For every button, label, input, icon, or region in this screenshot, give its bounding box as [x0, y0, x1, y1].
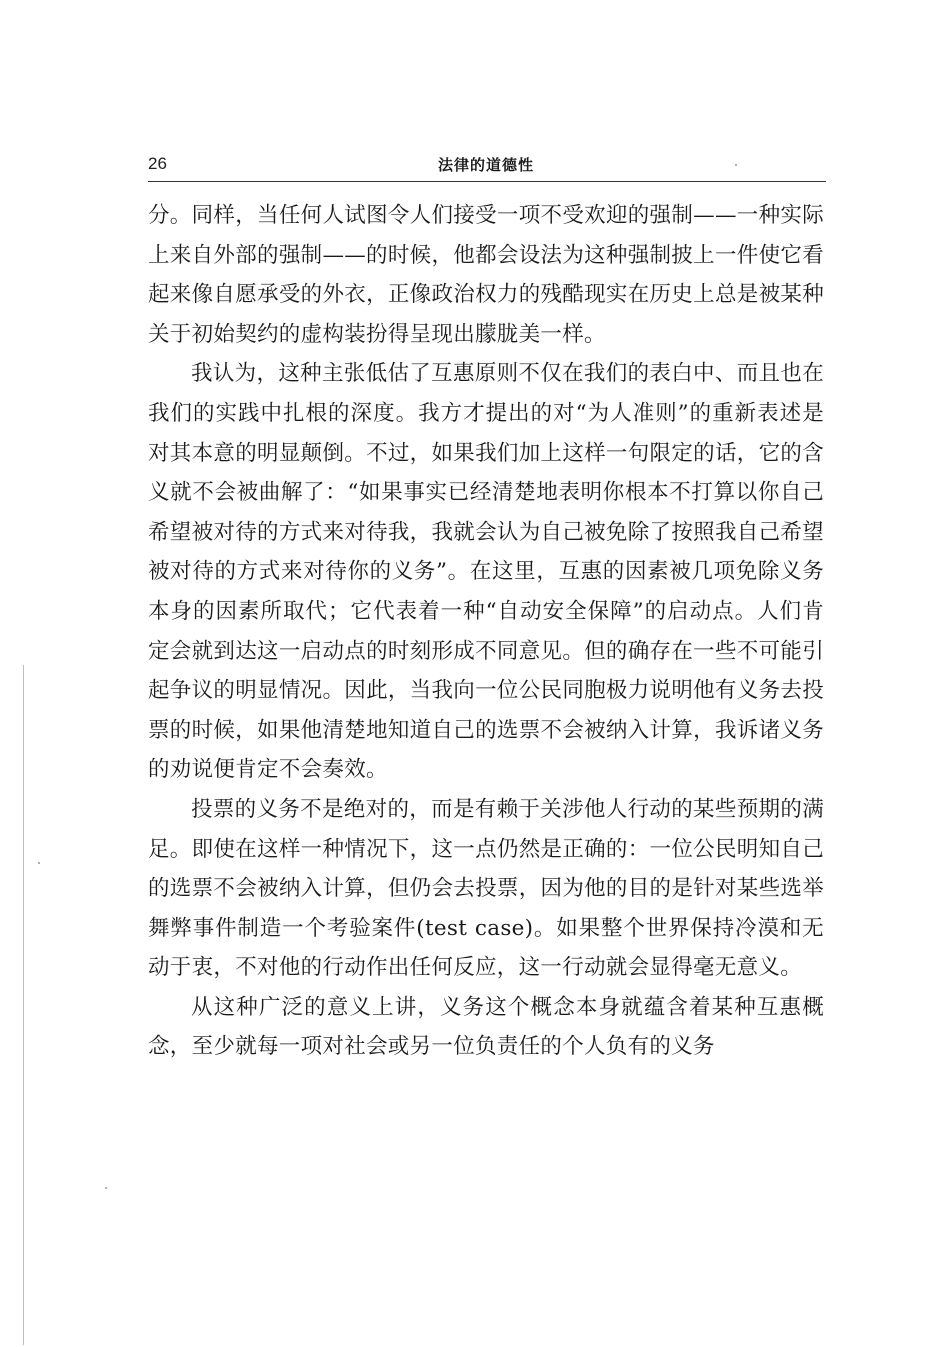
paragraph-2: 我认为，这种主张低估了互惠原则不仅在我们的表白中、而且也在我们的实践中扎根的深度。我方才提出的对“为人准则”的重新表述是对其本意的明显颠倒。不过，如果我们加上这样一句限定的话，它的含义就不会被曲解了：“如果事实已经清楚地表明你根本不打算以你自己希望被对待的方式来对待我，我就会认为自己被免除了按照我自己希望被对待的方式来对待你的义务”。在这里，互惠的因素被几项免除义务本身的因素所取代；它代表着一种“自动安全保障”的启动点。人们肯定会就到达这一启动点的时刻形成不同意见。但的确存在一些不可能引起争议的明显情况。因此，当我向一位公民同胞极力说明他有义务去投票的时候，如果他清楚地知道自己的选票不会被纳入计算，我诉诸义务的劝说便肯定不会奏效。 [148, 361, 824, 783]
running-title: 法律的道德性 [437, 156, 534, 174]
scan-speck [38, 862, 40, 864]
scan-margin-line [23, 665, 24, 1345]
paragraph-4: 从这种广泛的意义上讲，义务这个概念本身就蕴含着某种互惠概念，至少就每一项对社会或另一位负责任的个人负有的义务 [148, 994, 824, 1060]
paragraph-1: 分。同样，当任何人试图令人们接受一项不受欢迎的强制——一种实际上来自外部的强制——的时候，他都会设法为这种强制披上一件使它看起来像自愿承受的外衣，正像政治权力的残酷现实在历史上总是被某种关于初始契约的虚构装扮得呈现出朦胧美一样。 [148, 203, 824, 347]
header-rule [148, 181, 826, 182]
page-header [148, 150, 824, 182]
page-number: 26 [148, 154, 167, 173]
paragraph-3: 投票的义务不是绝对的，而是有赖于关涉他人行动的某些预期的满足。即使在这样一种情况下，这一点仍然是正确的：一位公民明知自己的选票不会被纳入计算，但仍会去投票，因为他的目的是针对某些选举舞弊事件制造一个考验案件(test case)。如果整个世界保持冷漠和无动于衷，不对他的行动作出任何反应，这一行动就会显得毫无意义。 [148, 796, 824, 981]
body-text [148, 196, 824, 1067]
scan-speck [735, 164, 737, 166]
scan-speck [105, 1187, 107, 1189]
